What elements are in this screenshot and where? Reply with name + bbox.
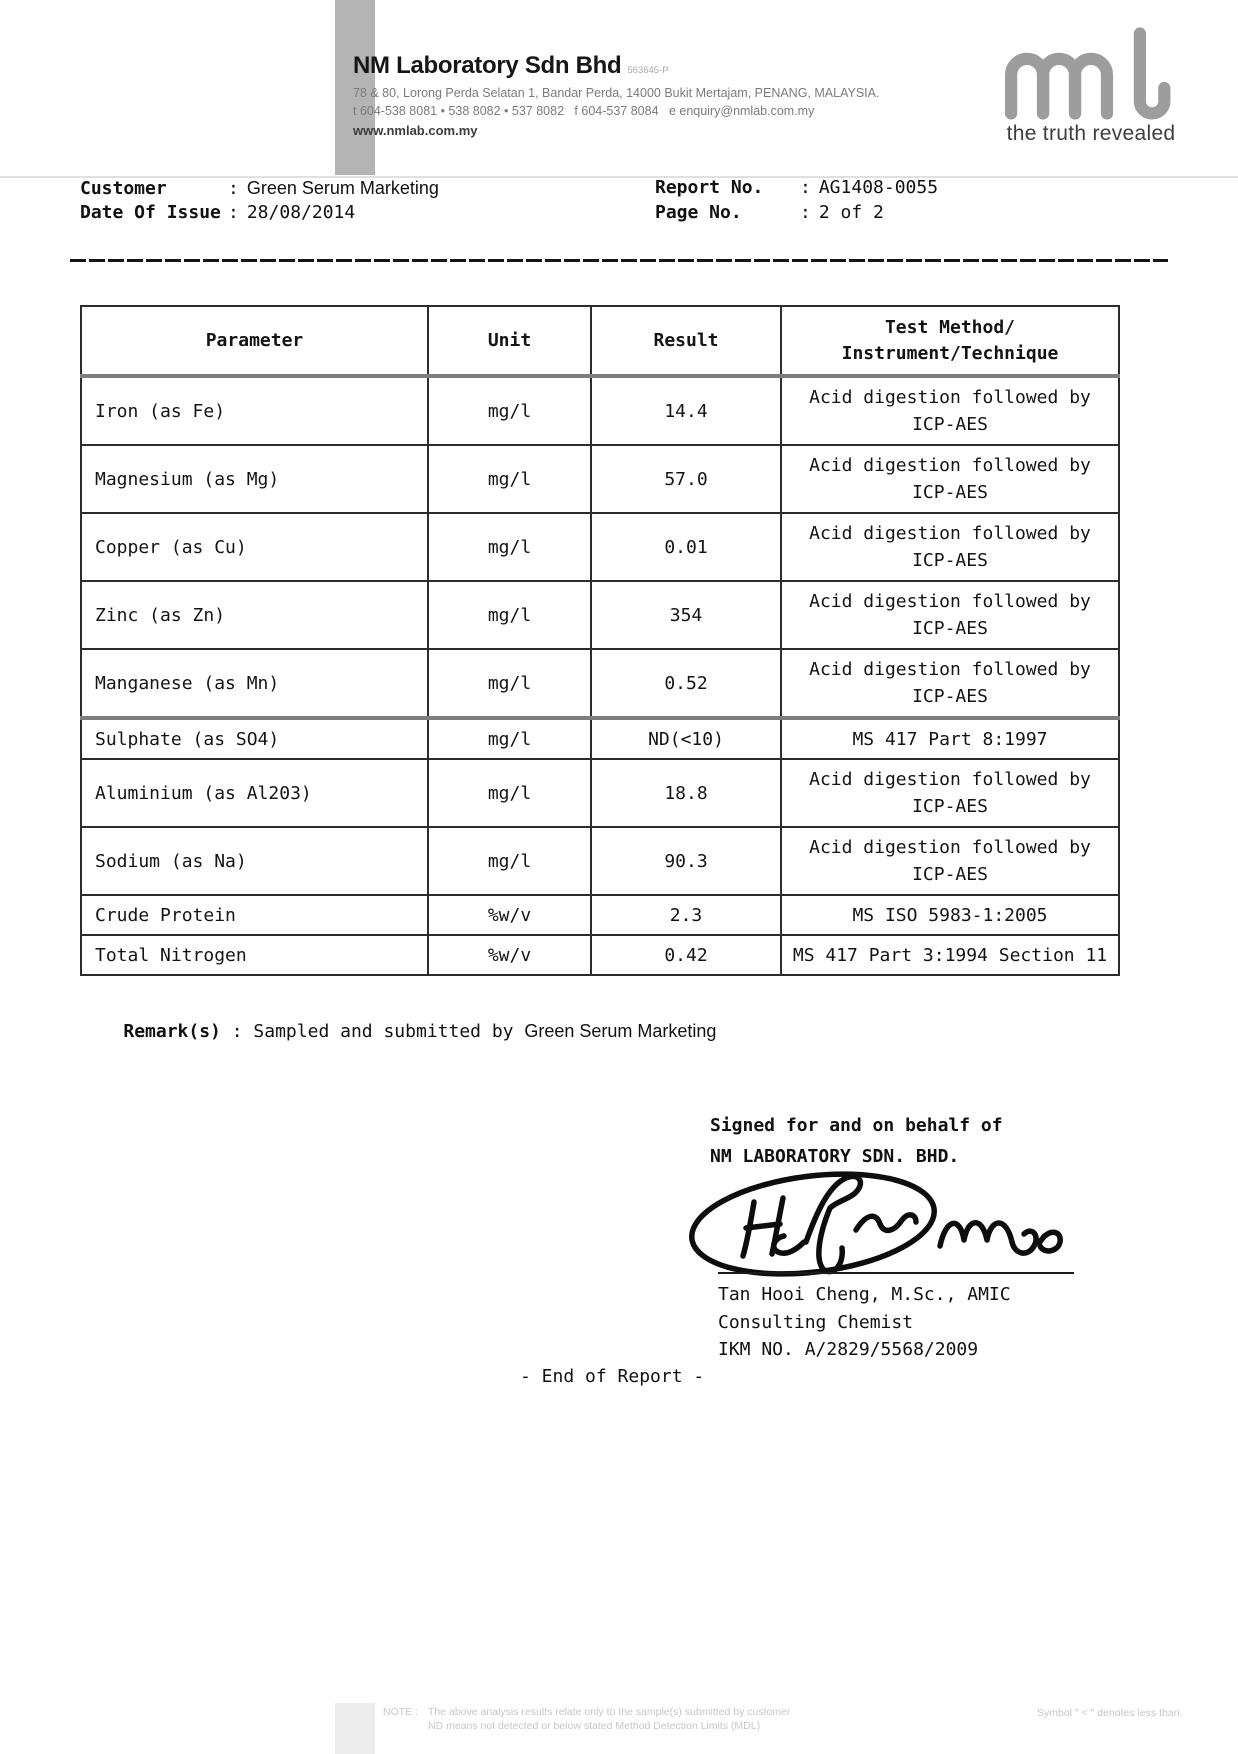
parameter-cell: Sodium (as Na) [81,827,428,895]
table-row [81,935,1119,975]
result-cell: 90.3 [591,827,781,895]
customer-label: Customer [80,178,167,199]
company-website: www.nmlab.com.my [353,123,478,138]
result-cell: 57.0 [591,445,781,513]
date-of-issue-row [80,201,355,225]
report-no-row [655,176,938,200]
colon: : [800,202,811,223]
page-no-label: Page No. [655,202,742,223]
unit-cell: mg/l [428,649,591,718]
result-cell: 0.01 [591,513,781,581]
remarks-label: Remark(s) [123,1021,221,1042]
header-method-line2: Instrument/Technique [841,342,1059,364]
results-table [80,305,1120,976]
result-cell: 0.42 [591,935,781,975]
company-registration-number: 563645-P [627,65,669,76]
report-no-value: AG1408-0055 [818,177,939,198]
signed-line2: NM LABORATORY SDN. BHD. [710,1146,960,1167]
nml-logo-icon [998,26,1184,120]
result-cell: ND(<10) [591,718,781,759]
table-row [81,895,1119,935]
date-of-issue-label: Date Of Issue [80,202,221,223]
colon: : [228,202,239,223]
remarks-customer: Green Serum Marketing [524,1021,717,1041]
method-cell: Acid digestion followed by ICP-AES [781,445,1119,513]
company-contacts: t 604-538 8081 • 538 8082 • 537 8082 f 604-537 8084 e enquiry@nmlab.com.my [353,104,815,118]
table-row [81,376,1119,445]
colon: : [220,1021,254,1042]
unit-cell: %w/v [428,935,591,975]
signatory-block [718,1281,1011,1364]
unit-cell: mg/l [428,445,591,513]
remarks-text: Sampled and submitted by [253,1021,525,1042]
report-no-label: Report No. [655,177,764,198]
table-row [81,827,1119,895]
result-cell: 14.4 [591,376,781,445]
company-name: NM Laboratory Sdn Bhd [353,52,622,79]
table-row [81,445,1119,513]
customer-row [80,176,439,200]
unit-cell: mg/l [428,581,591,649]
page-no-row [655,201,884,225]
unit-cell: mg/l [428,718,591,759]
footer-note [383,1705,790,1733]
colon: : [800,177,811,198]
letterhead [353,52,879,138]
parameter-cell: Sulphate (as SO4) [81,718,428,759]
company-logo [985,26,1197,146]
customer-value: Green Serum Marketing [246,178,439,198]
method-cell: Acid digestion followed by ICP-AES [781,827,1119,895]
signatory-name: Tan Hooi Cheng, M.Sc., AMIC [718,1284,1011,1305]
footer-note-line1: The above analysis results relate only to the sample(s) submitted by customer [428,1706,791,1718]
parameter-cell: Copper (as Cu) [81,513,428,581]
footer-note-text [428,1705,790,1733]
logo-tagline: the truth revealed [1006,122,1176,145]
end-of-report: - End of Report - [520,1366,705,1387]
unit-cell: mg/l [428,376,591,445]
header-result: Result [591,306,781,376]
parameter-cell: Zinc (as Zn) [81,581,428,649]
table-row [81,718,1119,759]
footer-note-label: NOTE : [383,1706,419,1718]
signature-scribble [688,1158,1088,1278]
result-cell: 0.52 [591,649,781,718]
result-cell: 354 [591,581,781,649]
method-cell: Acid digestion followed by ICP-AES [781,759,1119,827]
parameter-cell: Crude Protein [81,895,428,935]
footer-symbol-note: Symbol " < " denotes less than. [1037,1707,1183,1719]
signature-underline [718,1272,1074,1274]
result-cell: 18.8 [591,759,781,827]
unit-cell: mg/l [428,827,591,895]
table-row [81,759,1119,827]
dashed-separator [70,259,1168,262]
table-row [81,581,1119,649]
header-method [781,306,1119,376]
colon: : [228,178,239,199]
signed-line1: Signed for and on behalf of [710,1115,1003,1136]
page-no-value: 2 of 2 [818,202,884,223]
result-cell: 2.3 [591,895,781,935]
unit-cell: %w/v [428,895,591,935]
parameter-cell: Total Nitrogen [81,935,428,975]
parameter-cell: Magnesium (as Mg) [81,445,428,513]
header-unit: Unit [428,306,591,376]
header-method-line1: Test Method/ [884,316,1016,338]
company-name-line [353,52,879,80]
method-cell: Acid digestion followed by ICP-AES [781,513,1119,581]
method-cell: MS 417 Part 8:1997 [781,718,1119,759]
parameter-cell: Aluminium (as Al203) [81,759,428,827]
header-parameter: Parameter [81,306,428,376]
table-row [81,649,1119,718]
method-cell: Acid digestion followed by ICP-AES [781,581,1119,649]
signatory-title: Consulting Chemist [718,1311,914,1333]
parameter-cell: Iron (as Fe) [81,376,428,445]
method-cell: Acid digestion followed by ICP-AES [781,649,1119,718]
date-of-issue-value: 28/08/2014 [246,202,356,223]
table-header-row [81,306,1119,376]
bottom-gray-bar [335,1703,375,1754]
method-cell: MS ISO 5983-1:2005 [781,895,1119,935]
remarks-line [80,1000,716,1063]
table-row [81,513,1119,581]
signatory-reg-no: IKM NO. A/2829/5568/2009 [718,1339,979,1360]
footer-note-line2: ND means not detected or below stated Method Detection Limits (MDL) [428,1720,761,1732]
method-cell: MS 417 Part 3:1994 Section 11 [781,935,1119,975]
parameter-cell: Manganese (as Mn) [81,649,428,718]
unit-cell: mg/l [428,513,591,581]
unit-cell: mg/l [428,759,591,827]
method-cell: Acid digestion followed by ICP-AES [781,376,1119,445]
company-address: 78 & 80, Lorong Perda Selatan 1, Bandar Perda, 14000 Bukit Mertajam, PENANG, MALAYSIA. [353,86,880,100]
